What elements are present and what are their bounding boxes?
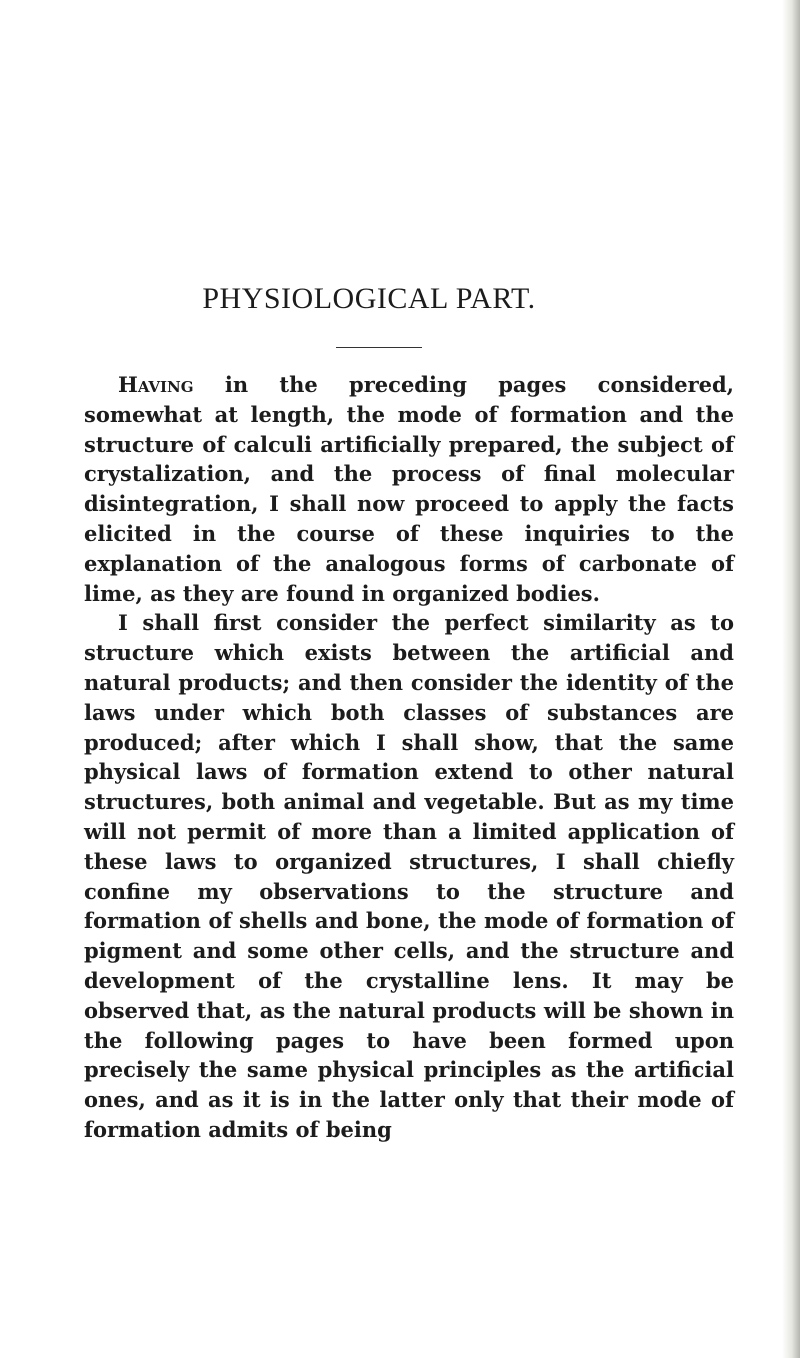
page-heading: PHYSIOLOGICAL PART. (202, 282, 536, 315)
paragraph-1 (84, 370, 734, 608)
paragraph-1-lead-word: Having (118, 372, 194, 397)
paragraph-2: I shall first consider the perfect similarity as to structure which exists between the artificial and natural products; and then consider the identity of the laws under which both classes of substances are produced; after which I shall show, that the same physical laws of formation extend to other natural structures, both animal and vegetable. But as my time will not permit of more than a limited application of these laws to organized structures, I shall chiefly confine my observations to the structure and formation of shells and bone, the mode of formation of pigment and some other cells, and the structure and development of the crystalline lens. It may be observed that, as the natural products will be shown in the following pages to have been formed upon precisely the same physical principles as the artificial ones, and as it is in the latter only that their mode of formation admits of being (84, 610, 734, 1142)
paragraph-1-text: in the preceding pages considered, somewhat at length, the mode of formation and the structure of calculi artificially prepared, the subject of crystalization, and the process of final molecular disintegration, I shall now proceed to apply the facts elicited in the course of these inquiries to the explanation of the analogous forms of carbonate of lime, as they are found in organized bodies. (84, 372, 734, 606)
page-binding-edge (782, 0, 800, 1358)
heading-rule (336, 347, 422, 348)
body-text (84, 370, 734, 1145)
